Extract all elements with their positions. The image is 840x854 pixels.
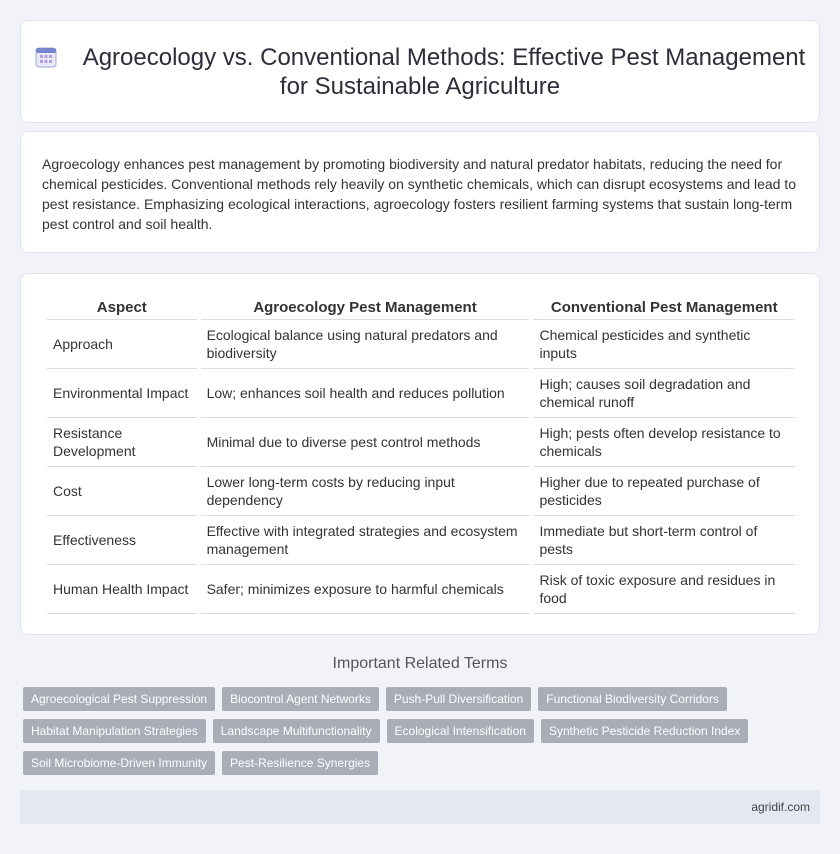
table-cell: Chemical pesticides and synthetic inputs	[533, 320, 795, 369]
table-cell: Higher due to repeated purchase of pesticides	[533, 467, 795, 516]
term-tag[interactable]: Functional Biodiversity Corridors	[538, 687, 727, 711]
comparison-table	[43, 296, 799, 614]
table-row	[47, 516, 795, 565]
page-title	[21, 43, 819, 101]
intro-paragraph: Agroecology enhances pest management by promoting biodiversity and natural predator habitats, reducing the need for chemical pesticides. Conventional methods rely heavily on synthetic chemicals, which can disrupt ecosystems and lead to pest resistance. Emphasizing ecological interactions, agroecology fosters resilient farming systems that sustain long-term pest control and soil health.	[42, 156, 797, 232]
term-tag[interactable]: Agroecological Pest Suppression	[23, 687, 215, 711]
table-cell: Resistance Development	[47, 418, 197, 467]
table-cell: High; pests often develop resistance to chemicals	[533, 418, 795, 467]
related-terms-tags	[23, 687, 823, 783]
table-cell: Human Health Impact	[47, 565, 197, 614]
term-tag[interactable]: Biocontrol Agent Networks	[222, 687, 379, 711]
related-terms-heading: Important Related Terms	[332, 655, 508, 672]
term-tag[interactable]: Habitat Manipulation Strategies	[23, 719, 206, 743]
title-text: Agroecology vs. Conventional Methods: Effective Pest Management for Sustainable Agriculture	[82, 44, 806, 100]
column-header: Conventional Pest Management	[533, 296, 795, 320]
table-cell: Immediate but short-term control of pests	[533, 516, 795, 565]
site-credit[interactable]: agridif.com	[751, 800, 810, 814]
footer	[20, 790, 820, 824]
table-cell: Safer; minimizes exposure to harmful chemicals	[201, 565, 530, 614]
table-cell: Minimal due to diverse pest control methods	[201, 418, 530, 467]
term-tag[interactable]: Pest-Resilience Synergies	[222, 751, 378, 775]
term-tag[interactable]: Soil Microbiome-Driven Immunity	[23, 751, 215, 775]
table-cell: Effective with integrated strategies and ecosystem management	[201, 516, 530, 565]
table-cell: Effectiveness	[47, 516, 197, 565]
table-cell: Risk of toxic exposure and residues in food	[533, 565, 795, 614]
table-cell: High; causes soil degradation and chemical runoff	[533, 369, 795, 418]
term-tag[interactable]: Synthetic Pesticide Reduction Index	[541, 719, 748, 743]
table-row	[47, 320, 795, 369]
table-row	[47, 467, 795, 516]
table-row	[47, 565, 795, 614]
table-row	[47, 369, 795, 418]
tag-row	[23, 687, 823, 711]
comparison-table-card	[20, 273, 820, 635]
table-cell: Approach	[47, 320, 197, 369]
column-header: Aspect	[47, 296, 197, 320]
tag-row	[23, 719, 823, 743]
table-cell: Low; enhances soil health and reduces pollution	[201, 369, 530, 418]
table-cell: Lower long-term costs by reducing input dependency	[201, 467, 530, 516]
table-cell: Environmental Impact	[47, 369, 197, 418]
column-header: Agroecology Pest Management	[201, 296, 530, 320]
tag-row	[23, 751, 823, 775]
intro-card	[20, 131, 820, 253]
term-tag[interactable]: Ecological Intensification	[387, 719, 534, 743]
table-cell: Ecological balance using natural predators and biodiversity	[201, 320, 530, 369]
calendar-icon	[35, 46, 57, 68]
table-header-row	[47, 296, 795, 320]
table-row	[47, 418, 795, 467]
title-card	[20, 20, 820, 123]
table-cell: Cost	[47, 467, 197, 516]
term-tag[interactable]: Push-Pull Diversification	[386, 687, 531, 711]
term-tag[interactable]: Landscape Multifunctionality	[213, 719, 380, 743]
